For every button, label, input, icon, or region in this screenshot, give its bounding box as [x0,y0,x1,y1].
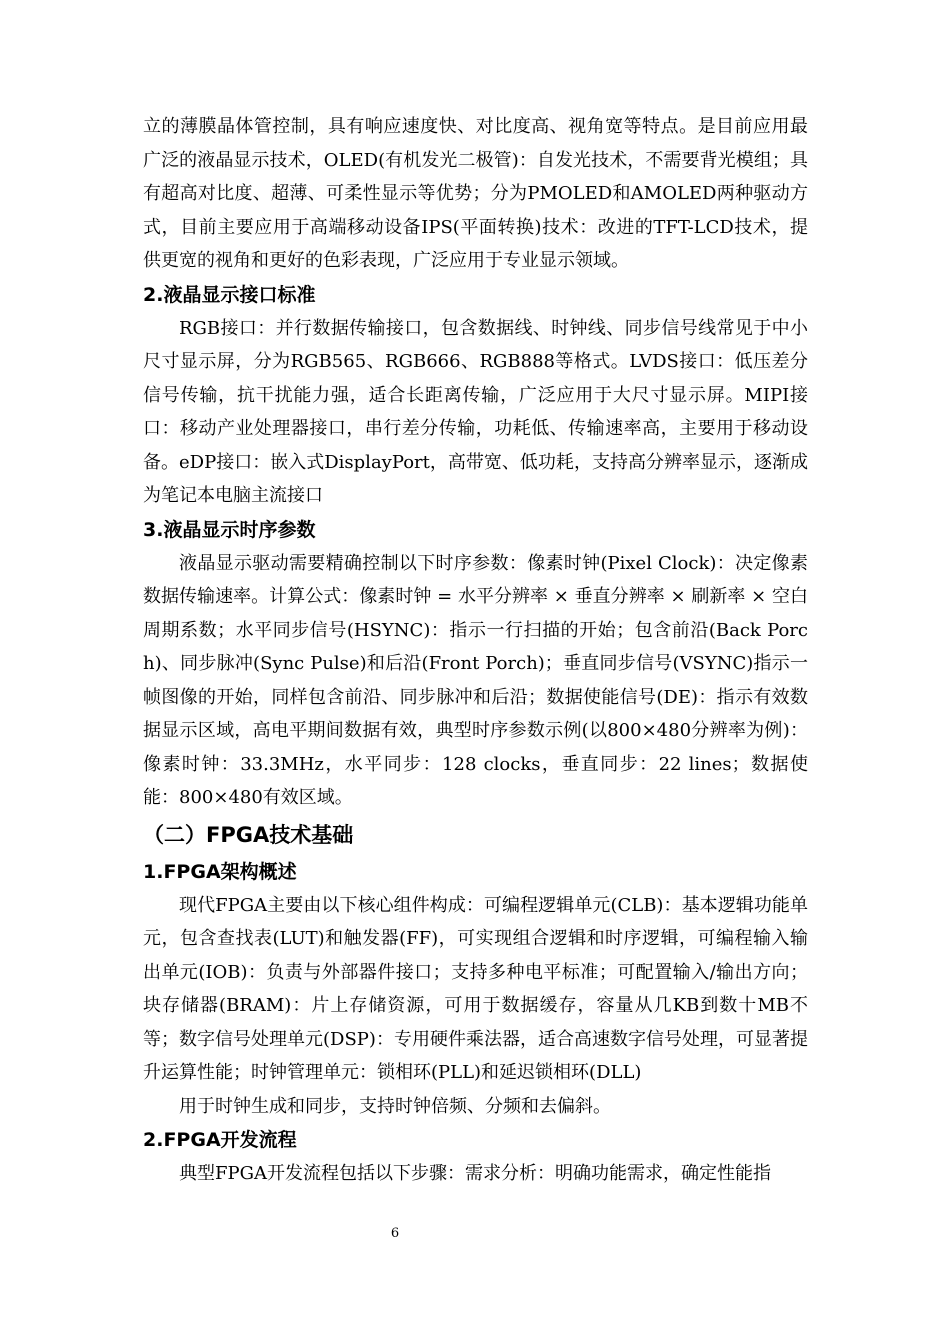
page-number: 6 [390,1226,400,1241]
heading-interface-standards: 2.液晶显示接口标准 [143,283,316,306]
section-heading-fpga: （二）FPGA技术基础 [143,822,354,847]
paragraph-timing-parameters: 液晶显示驱动需要精确控制以下时序参数：像素时钟(Pixel Clock)：决定像素数据传输速率。计算公式：像素时钟 = 水平分辨率 × 垂直分辨率 × 刷新率 × 空白周期系数；水平同步信号(HSYNC)：指示一行扫描的开始；包含前沿(Back Porch)、同步脉冲(Sync Pulse)和后沿(Front Porch)；垂直同步信号(VSYNC)指示一帧图像的开始，同样包含前沿、同步脉冲和后沿；数据使能信号(DE)：指示有效数据显示区域，高电平期间数据有效，典型时序参数示例(以800×480分辨率为例)：像素时钟：33.3MHz，水平同步：128 clocks，垂直同步：22 lines；数据使能：800×480有效区域。 [143,552,808,808]
heading-fpga-dev-flow: 2.FPGA开发流程 [143,1129,297,1151]
paragraph-fpga-architecture: 现代FPGA主要由以下核心组件构成：可编程逻辑单元(CLB)：基本逻辑功能单元，包含查找表(LUT)和触发器(FF)，可实现组合逻辑和时序逻辑，可编程输入输出单元(IOB)：负责与外部器件接口；支持多种电平标准；可配置输入/输出方向；块存储器(BRAM)：片上存储资源，可用于数据缓存，容量从几KB到数十MB不等；数字信号处理单元(DSP)：专用硬件乘法器，适合高速数字信号处理，可显著提升运算性能；时钟管理单元：锁相环(PLL)和延迟锁相环(DLL) [143,894,808,1083]
heading-fpga-architecture: 1.FPGA架构概述 [143,860,297,883]
paragraph-fpga-dev-flow: 典型FPGA开发流程包括以下步骤：需求分析：明确功能需求，确定性能指 [179,1163,771,1184]
paragraph-interface-standards: RGB接口：并行数据传输接口，包含数据线、时钟线、同步信号线常见于中小尺寸显示屏，分为RGB565、RGB666、RGB888等格式。LVDS接口：低压差分信号传输，抗干扰能力强，适合长距离传输，广泛应用于大尺寸显示屏。MIPI接口：移动产业处理器接口，串行差分传输，功耗低、传输速率高，主要用于移动设备。eDP接口：嵌入式DisplayPort，高带宽、低功耗，支持高分辨率显示，逐渐成为笔记本电脑主流接口 [143,317,808,506]
paragraph-clock-usage: 用于时钟生成和同步，支持时钟倍频、分频和去偏斜。 [179,1095,611,1117]
heading-timing-parameters: 3.液晶显示时序参数 [143,518,316,541]
page-body [143,110,808,1191]
paragraph-display-tech: 立的薄膜晶体管控制，具有响应速度快、对比度高、视角宽等特点。是目前应用最广泛的液晶显示技术，OLED(有机发光二极管)：自发光技术，不需要背光模组；具有超高对比度、超薄、可柔性显示等优势；分为PMOLED和AMOLED两种驱动方式，目前主要应用于高端移动设备IPS(平面转换)技术：改进的TFT-LCD技术，提供更宽的视角和更好的色彩表现，广泛应用于专业显示领域。 [143,116,808,271]
